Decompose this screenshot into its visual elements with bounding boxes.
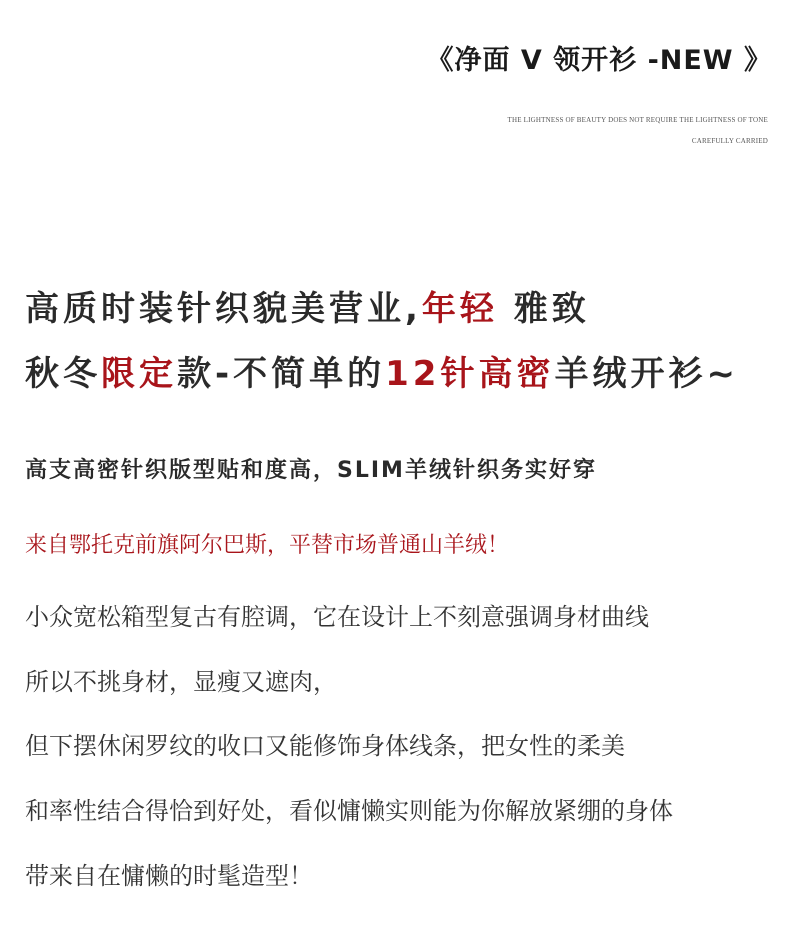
headline-1-text-a: 高质时装针织貌美营业, <box>25 289 422 329</box>
description-line: 带来自在慵懒的时髦造型！ <box>25 862 313 890</box>
description-line: 和率性结合得恰到好处，看似慵懒实则能为你解放紧绷的身体 <box>25 797 673 825</box>
description-line: 所以不挑身材，显瘦又遮肉， <box>25 668 337 696</box>
description-line: 小众宽松箱型复古有腔调，它在设计上不刻意强调身材曲线 <box>25 603 649 631</box>
origin-statement: 来自鄂托克前旗阿尔巴斯，平替市场普通山羊绒！ <box>25 533 510 558</box>
tagline-secondary: CAREFULLY CARRIED <box>691 137 768 145</box>
headline-2-text-b: 款-不简单的 <box>177 354 386 394</box>
headline-2-highlight-2: 12针高密 <box>385 354 555 394</box>
lead-statement: 高支高密针织版型贴和度高，SLIM羊绒针织务实好穿 <box>25 458 597 483</box>
description-line: 但下摆休闲罗纹的收口又能修饰身体线条，把女性的柔美 <box>25 732 625 760</box>
headline-line-1 <box>25 281 590 330</box>
headline-1-text-b: 雅致 <box>497 289 590 329</box>
headline-line-2 <box>25 346 739 395</box>
headline-1-highlight: 年轻 <box>421 289 498 329</box>
headline-2-highlight-1: 限定 <box>101 354 177 394</box>
headline-2-text-c: 羊绒开衫~ <box>554 354 739 394</box>
tagline-primary: THE LIGHTNESS OF BEAUTY DOES NOT REQUIRE THE LIGHTNESS OF TONE <box>507 116 768 124</box>
product-title: 《净面 V 领开衫 -NEW 》 <box>426 45 772 76</box>
headline-2-text-a: 秋冬 <box>25 354 101 394</box>
